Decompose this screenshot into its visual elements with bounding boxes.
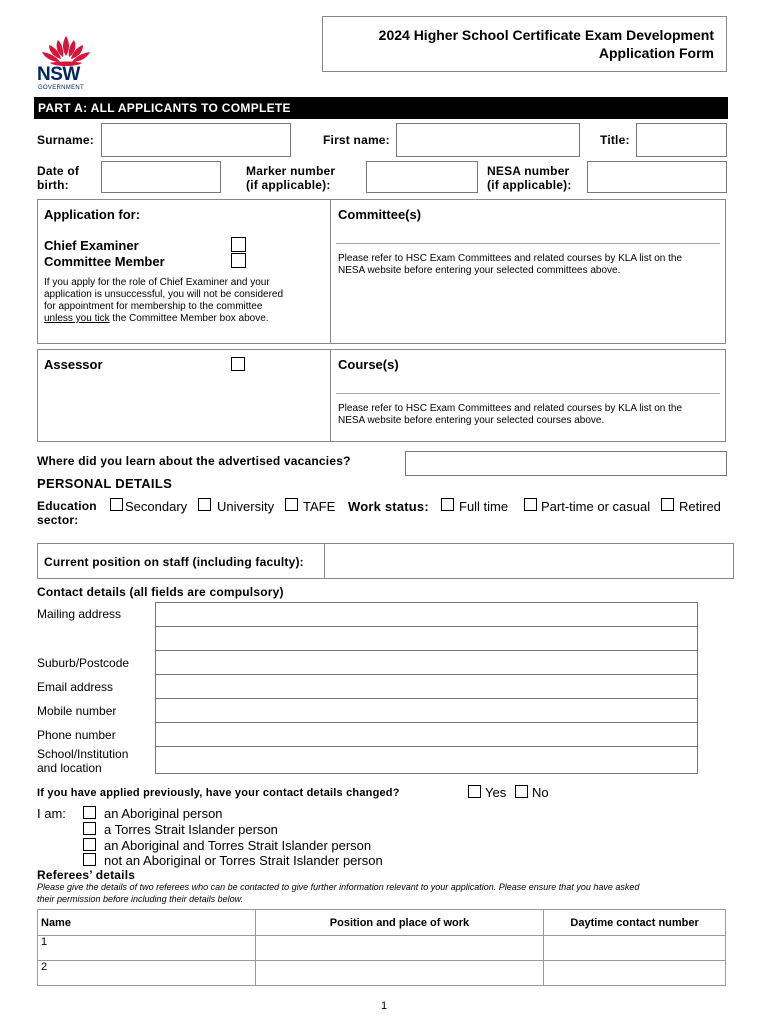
chief-examiner-note-3: for appointment for membership to the committee xyxy=(44,301,263,312)
form-title-line2: Application Form xyxy=(598,45,714,61)
education-sector-label-2: sector: xyxy=(37,513,79,527)
courses-heading: Course(s) xyxy=(338,357,399,372)
referees-heading: Referees’ details xyxy=(37,868,136,882)
nesa-label-2: (if applicable): xyxy=(487,178,572,192)
title-label: Title: xyxy=(600,133,630,147)
full-time-label: Full time xyxy=(459,499,509,514)
committees-heading: Committee(s) xyxy=(338,207,422,222)
committee-member-label: Committee Member xyxy=(44,254,165,269)
column-header-position: Position and place of work xyxy=(255,910,544,936)
vacancies-question: Where did you learn about the advertised vacancies? xyxy=(37,454,351,468)
mobile-number-label: Mobile number xyxy=(37,704,117,718)
phone-number-field[interactable] xyxy=(155,722,698,747)
dob-label-1: Date of xyxy=(37,164,80,178)
part-a-title: PART A: ALL APPLICANTS TO COMPLETE xyxy=(38,101,291,115)
chief-examiner-label: Chief Examiner xyxy=(44,238,139,253)
first-name-label: First name: xyxy=(323,133,390,147)
nesa-label-1: NESA number xyxy=(487,164,570,178)
referees-note-2: their permission before including their details below. xyxy=(37,894,244,904)
retired-checkbox[interactable] xyxy=(661,498,674,511)
chief-examiner-note-4 xyxy=(44,313,269,325)
nesa-number-field[interactable] xyxy=(587,161,727,193)
form-title-line1: 2024 Higher School Certificate Exam Development xyxy=(378,27,714,43)
changed-no-checkbox[interactable] xyxy=(515,785,528,798)
referee-1-contact-cell[interactable] xyxy=(544,936,726,961)
committee-member-checkbox[interactable] xyxy=(231,253,246,268)
nsw-logo xyxy=(36,34,96,92)
logo-sub: GOVERNMENT xyxy=(38,85,85,91)
referee-2-contact-cell[interactable] xyxy=(544,961,726,986)
university-label: University xyxy=(217,499,275,514)
assessor-checkbox[interactable] xyxy=(231,357,245,371)
tafe-checkbox[interactable] xyxy=(285,498,298,511)
secondary-label: Secondary xyxy=(125,499,188,514)
suburb-postcode-field[interactable] xyxy=(155,650,698,675)
note-underline: unless you tick xyxy=(44,313,110,324)
page-number: 1 xyxy=(381,1000,388,1012)
details-changed-question: If you have applied previously, have your contact details changed? xyxy=(37,787,400,799)
current-position-label: Current position on staff (including faculty): xyxy=(44,555,304,569)
dob-label-2: birth: xyxy=(37,178,69,192)
note-rest: the Committee Member box above. xyxy=(109,313,269,324)
first-name-field[interactable] xyxy=(396,123,580,157)
contact-details-heading: Contact details (all fields are compulsory) xyxy=(37,585,284,599)
application-for-heading: Application for: xyxy=(44,207,141,222)
i-am-label: I am: xyxy=(37,806,66,821)
referee-1-name-cell[interactable] xyxy=(38,936,256,961)
row-number: 2 xyxy=(41,961,48,973)
courses-note-1: Please refer to HSC Exam Committees and related courses by KLA list on the xyxy=(338,403,683,414)
phone-number-label: Phone number xyxy=(37,728,116,742)
suburb-postcode-label: Suburb/Postcode xyxy=(37,656,130,670)
not-aboriginal-checkbox[interactable] xyxy=(83,853,96,866)
aboriginal-label: an Aboriginal person xyxy=(104,806,223,821)
changed-yes-checkbox[interactable] xyxy=(468,785,481,798)
email-address-label: Email address xyxy=(37,680,114,694)
row-number: 1 xyxy=(41,936,48,948)
aboriginal-and-torres-strait-label: an Aboriginal and Torres Strait Islander person xyxy=(104,838,372,853)
torres-strait-label: a Torres Strait Islander person xyxy=(104,822,278,837)
retired-label: Retired xyxy=(679,499,721,514)
referee-1-position-cell[interactable] xyxy=(255,936,544,961)
marker-label-1: Marker number xyxy=(246,164,336,178)
referee-2-position-cell[interactable] xyxy=(255,961,544,986)
chief-examiner-checkbox[interactable] xyxy=(231,237,246,252)
referees-note-1: Please give the details of two referees who can be contacted to give further information relevant to your application. Please ensure that you have asked xyxy=(37,882,640,892)
assessor-label: Assessor xyxy=(44,357,103,372)
committees-note-1: Please refer to HSC Exam Committees and related courses by KLA list on the xyxy=(338,253,683,264)
aboriginal-checkbox[interactable] xyxy=(83,806,96,819)
chief-examiner-note-1: If you apply for the role of Chief Examiner and your xyxy=(44,277,270,288)
personal-details-heading: PERSONAL DETAILS xyxy=(37,476,173,491)
referee-2-name-cell[interactable] xyxy=(38,961,256,986)
column-header-name: Name xyxy=(38,910,256,936)
surname-field[interactable] xyxy=(101,123,291,157)
school-institution-field[interactable] xyxy=(155,746,698,774)
mailing-address-field-1[interactable] xyxy=(155,602,698,627)
changed-no-label: No xyxy=(532,785,549,800)
mobile-number-field[interactable] xyxy=(155,698,698,723)
full-time-checkbox[interactable] xyxy=(441,498,454,511)
chief-examiner-note-2: application is unsuccessful, you will not be considered xyxy=(44,289,284,300)
not-aboriginal-label: not an Aboriginal or Torres Strait Islander person xyxy=(104,853,383,868)
title-field[interactable] xyxy=(636,123,727,157)
vacancies-field[interactable] xyxy=(405,451,727,476)
aboriginal-and-torres-strait-checkbox[interactable] xyxy=(83,838,96,851)
part-time-checkbox[interactable] xyxy=(524,498,537,511)
column-header-contact: Daytime contact number xyxy=(544,910,726,936)
table-row xyxy=(38,961,726,986)
school-label-1: School/Institution xyxy=(37,747,129,761)
dob-field[interactable] xyxy=(101,161,221,193)
marker-label-2: (if applicable): xyxy=(246,178,331,192)
committees-field[interactable] xyxy=(336,224,720,244)
work-status-label: Work status: xyxy=(348,499,429,514)
tafe-label: TAFE xyxy=(303,499,336,514)
courses-field[interactable] xyxy=(336,374,720,394)
school-label-2: and location xyxy=(37,761,102,775)
current-position-field[interactable] xyxy=(324,543,734,579)
committees-note-2: NESA website before entering your selected committees above. xyxy=(338,265,621,276)
marker-number-field[interactable] xyxy=(366,161,478,193)
torres-strait-checkbox[interactable] xyxy=(83,822,96,835)
part-time-label: Part-time or casual xyxy=(541,499,651,514)
title-box xyxy=(322,16,727,72)
table-header-row xyxy=(38,910,726,936)
surname-label: Surname: xyxy=(37,133,94,147)
mailing-address-label: Mailing address xyxy=(37,607,122,621)
secondary-checkbox[interactable] xyxy=(110,498,123,511)
changed-yes-label: Yes xyxy=(485,785,507,800)
mailing-address-field-2[interactable] xyxy=(155,626,698,651)
logo-wordmark: NSW xyxy=(37,64,80,85)
education-sector-label-1: Education xyxy=(37,499,97,513)
referees-table xyxy=(37,909,726,986)
part-a-banner xyxy=(34,97,728,119)
table-row xyxy=(38,936,726,961)
university-checkbox[interactable] xyxy=(198,498,211,511)
courses-note-2: NESA website before entering your selected courses above. xyxy=(338,415,605,426)
email-address-field[interactable] xyxy=(155,674,698,699)
